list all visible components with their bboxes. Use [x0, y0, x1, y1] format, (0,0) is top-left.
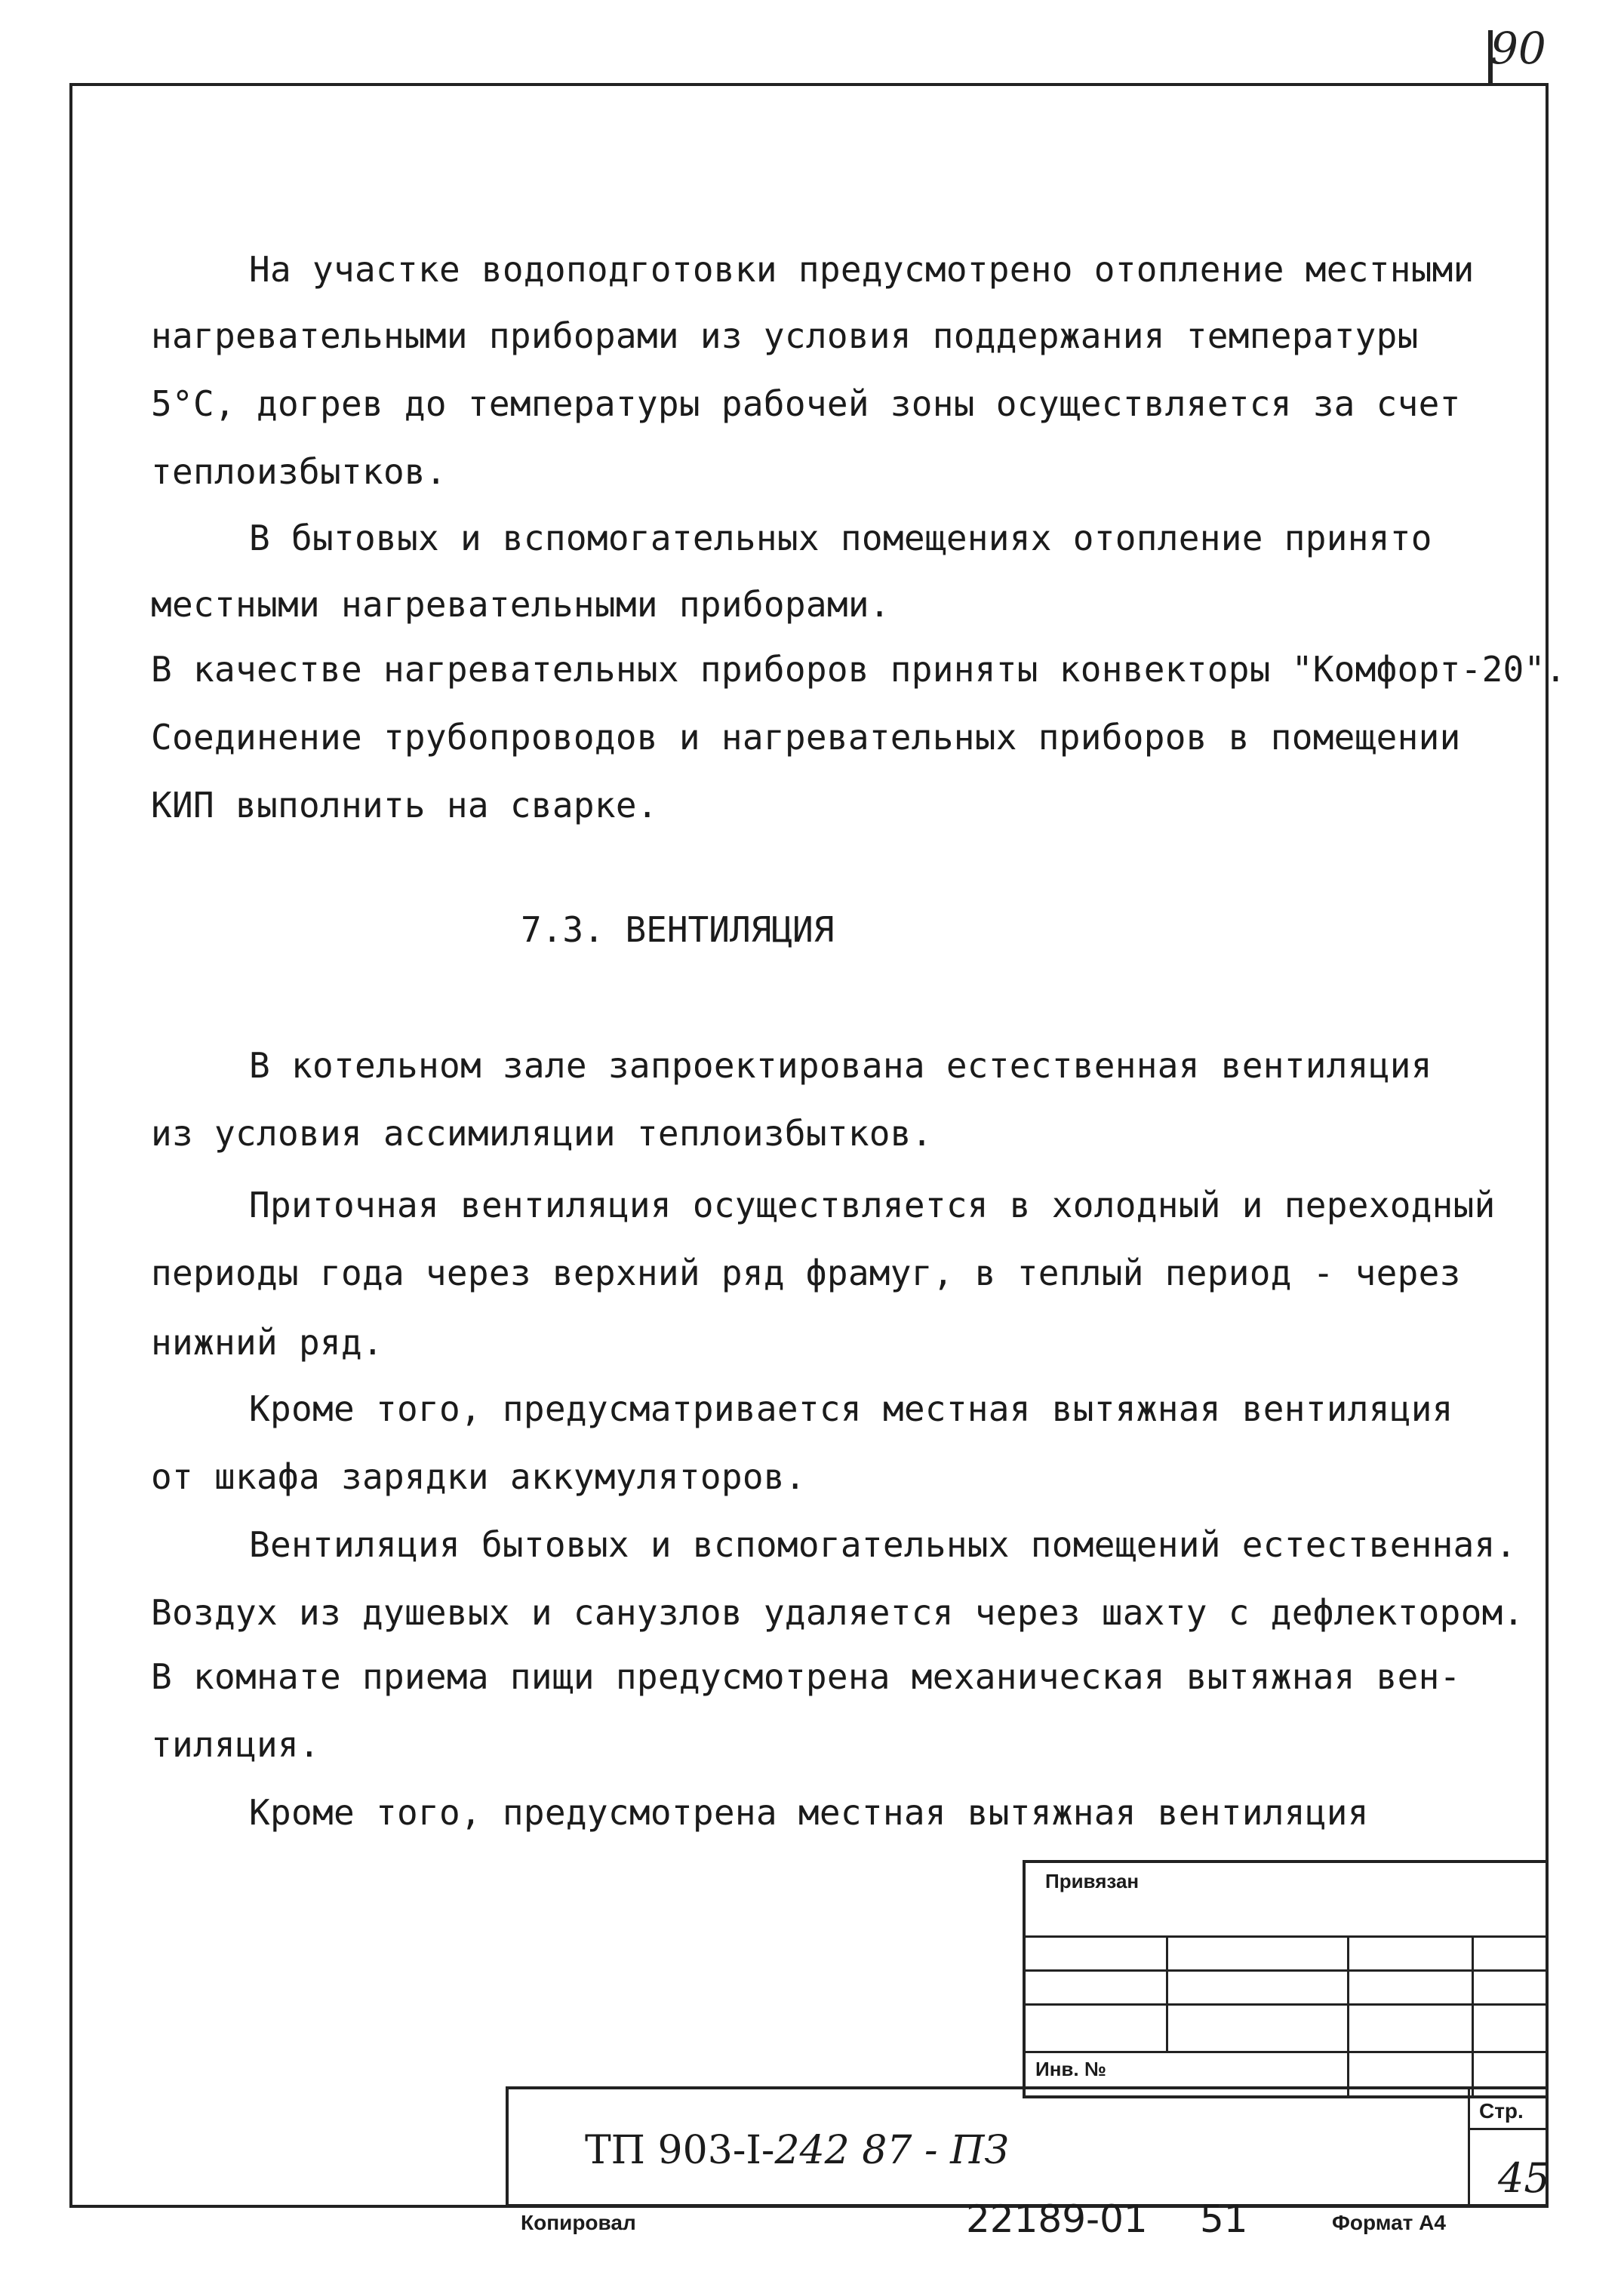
text-line: Приточная вентиляция осуществляется в холодный и переходный: [249, 1185, 1496, 1225]
text-line: Вентиляция бытовых и вспомогательных помещений естественная.: [249, 1524, 1517, 1565]
section-heading: 7.3. ВЕНТИЛЯЦИЯ: [521, 909, 835, 950]
stamp-col: [1468, 2086, 1470, 2207]
format-label: Формат А4: [1332, 2211, 1446, 2234]
privyazan-label: Привязан: [1045, 1870, 1140, 1892]
order-number: 22189-01: [966, 2197, 1148, 2241]
text-line: местными нагревательными приборами.: [151, 584, 890, 625]
text-line: от шкафа зарядки аккумуляторов.: [151, 1456, 806, 1497]
text-line: нагревательными приборами из условия поддержания температуры: [151, 315, 1419, 356]
stamp-col: [1347, 1935, 1349, 2098]
text-line: тиляция.: [151, 1724, 320, 1765]
text-line: нижний ряд.: [151, 1322, 383, 1363]
stamp-line: [1023, 1969, 1549, 1972]
stamp-line: [1023, 2051, 1549, 2053]
text-line: периоды года через верхний ряд фрамуг, в теплый период - через: [151, 1253, 1461, 1293]
text-line: Соединение трубопроводов и нагревательных приборов в помещении: [151, 717, 1461, 758]
text-line: В бытовых и вспомогательных помещениях отопление принято: [249, 518, 1432, 558]
text-line: В качестве нагревательных приборов приняты конвекторы "Комфорт-20".: [151, 649, 1567, 690]
text-line: Кроме того, предусматривается местная вытяжная вентиляция: [249, 1388, 1453, 1429]
corner-number: 90: [1490, 23, 1546, 74]
text-line: На участке водоподготовки предусмотрено отопление местными: [249, 249, 1475, 290]
text-line: КИП выполнить на сварке.: [151, 785, 658, 825]
stamp-col: [1472, 1935, 1474, 2098]
document-code-typed: ТП 903-I-: [585, 2128, 775, 2173]
page-number: 45: [1498, 2154, 1550, 2202]
page-label: Стр.: [1479, 2099, 1524, 2123]
stamp-line: [1468, 2128, 1549, 2130]
copied-label: Копировал: [521, 2211, 636, 2234]
text-line: из условия ассимиляции теплоизбытков.: [151, 1113, 933, 1154]
document-code: [585, 2128, 1009, 2173]
document-code-handwritten: 242 87 - ПЗ: [774, 2128, 1009, 2173]
text-line: В котельном зале запроектирована естественная вентиляция: [249, 1045, 1432, 1086]
text-line: 5°С, догрев до температуры рабочей зоны осуществляется за счет: [151, 383, 1461, 424]
stamp-line: [1023, 1935, 1549, 1938]
text-line: В комнате приема пищи предусмотрена механическая вытяжная вен-: [151, 1656, 1461, 1697]
text-line: теплоизбытков.: [151, 451, 447, 492]
inv-no-label: Инв. №: [1035, 2058, 1106, 2080]
sheet-number: 51: [1200, 2197, 1248, 2241]
stamp-col: [1166, 1935, 1168, 2051]
stamp-line: [1023, 2003, 1549, 2006]
text-line: Кроме того, предусмотрена местная вытяжная вентиляция: [249, 1792, 1369, 1833]
text-line: Воздух из душевых и санузлов удаляется через шахту с дефлектором.: [151, 1592, 1524, 1633]
